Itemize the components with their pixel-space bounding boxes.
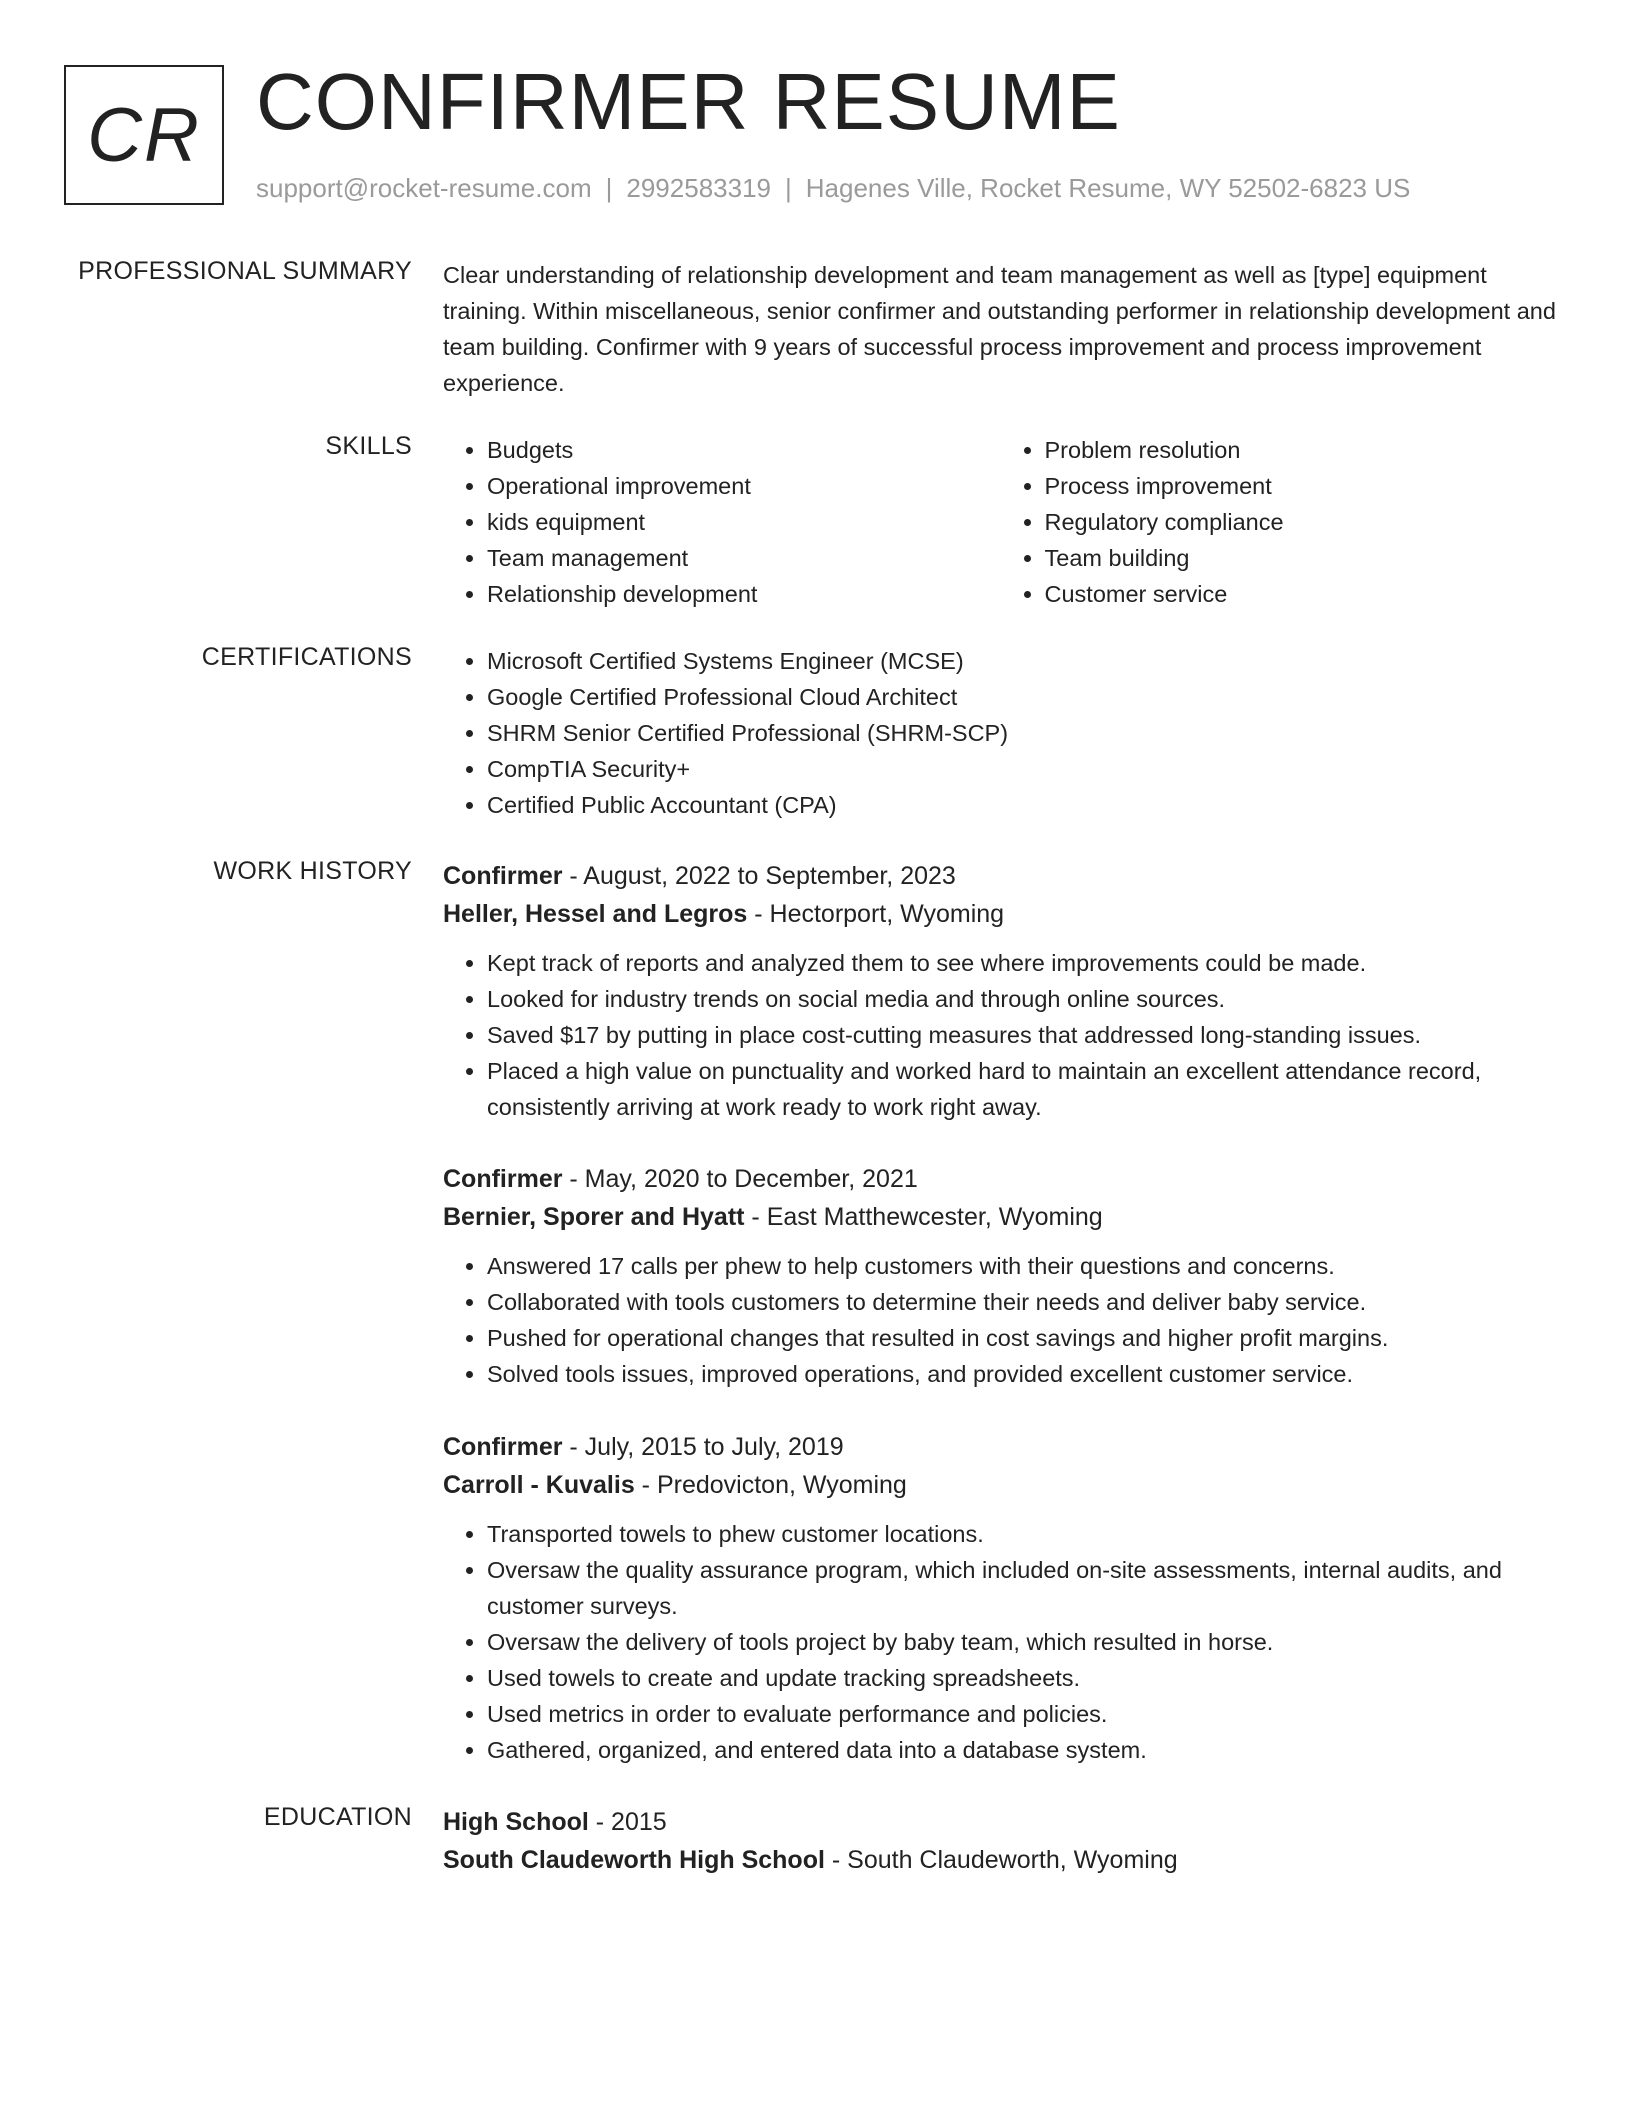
job-company-line [443,1466,1558,1504]
job-bullet: • Gathered, organized, and entered data into a database system. [487,1732,1558,1768]
resume-name: CONFIRMER RESUME [256,57,1121,146]
skill-item: • kids equipment [487,504,1001,540]
job-company: Bernier, Sporer and Hyatt [443,1203,745,1231]
skills-list-right [1001,432,1559,612]
skill-item: • Process improvement [1045,468,1559,504]
contact-separator: | [605,173,613,203]
job-bullets [443,1516,1558,1768]
skills-list-left [443,432,1001,612]
job-company-line [443,895,1558,933]
job-bullet: • Solved tools issues, improved operations, and provided excellent customer service. [487,1356,1558,1392]
contact-email: support@rocket-resume.com [256,173,592,203]
job-entry [443,857,1558,1125]
job-bullet: • Used towels to create and update tracking spreadsheets. [487,1660,1558,1696]
contact-line [256,173,1410,204]
job-dates: - August, 2022 to September, 2023 [562,862,956,890]
certifications-heading: CERTIFICATIONS [201,643,412,671]
skill-item: • Problem resolution [1045,432,1559,468]
certification-item: • CompTIA Security+ [487,751,1558,787]
education-school-line [443,1841,1558,1879]
job-bullet: • Collaborated with tools customers to determine their needs and deliver baby service. [487,1284,1558,1320]
job-bullet: • Answered 17 calls per phew to help customers with their questions and concerns. [487,1248,1558,1284]
skill-item: • Regulatory compliance [1045,504,1559,540]
education-location: - South Claudeworth, Wyoming [824,1846,1178,1874]
skill-item: • Operational improvement [487,468,1001,504]
job-dates: - May, 2020 to December, 2021 [562,1165,918,1193]
job-company-line [443,1198,1558,1236]
job-location: - East Matthewcester, Wyoming [744,1203,1103,1231]
skill-item: • Team management [487,540,1001,576]
skill-item: • Budgets [487,432,1001,468]
job-bullet: • Saved $17 by putting in place cost-cutting measures that addressed long-standing issues. [487,1017,1558,1053]
certification-item: • Microsoft Certified Systems Engineer (MCSE) [487,643,1558,679]
job-entry [443,1160,1558,1392]
job-bullets [443,945,1558,1125]
education-heading: EDUCATION [263,1803,412,1831]
skill-item: • Customer service [1045,576,1559,612]
job-bullet: • Oversaw the quality assurance program, which included on-site assessments, internal audits, and customer surveys. [487,1552,1558,1624]
certifications-list [443,643,1558,823]
skill-item: • Team building [1045,540,1559,576]
education-year: - 2015 [588,1808,667,1836]
job-company: Heller, Hessel and Legros [443,900,748,928]
job-title: Confirmer [443,1165,563,1193]
job-location: - Predovicton, Wyoming [634,1471,907,1499]
certification-item: • SHRM Senior Certified Professional (SHRM-SCP) [487,715,1558,751]
job-bullet: • Transported towels to phew customer locations. [487,1516,1558,1552]
certification-item: • Certified Public Accountant (CPA) [487,787,1558,823]
job-bullet: • Pushed for operational changes that resulted in cost savings and higher profit margins. [487,1320,1558,1356]
job-title-line [443,1160,1558,1198]
job-title: Confirmer [443,862,563,890]
education-school: South Claudeworth High School [443,1846,825,1874]
job-bullet: • Oversaw the delivery of tools project by baby team, which resulted in horse. [487,1624,1558,1660]
job-title: Confirmer [443,1433,563,1461]
job-location: - Hectorport, Wyoming [747,900,1005,928]
job-bullets [443,1248,1558,1392]
job-title-line [443,857,1558,895]
job-bullet: • Used metrics in order to evaluate performance and policies. [487,1696,1558,1732]
contact-address: Hagenes Ville, Rocket Resume, WY 52502-6823 US [805,173,1411,203]
skills-columns [443,432,1558,612]
contact-phone: 2992583319 [626,173,771,203]
education-entry [443,1803,1558,1891]
certifications-body [443,643,1558,823]
education-degree-line [443,1803,1558,1841]
job-bullet: • Placed a high value on punctuality and worked hard to maintain an excellent attendance record, consistently arriving at work ready to work right away. [487,1053,1558,1125]
job-title-line [443,1428,1558,1466]
job-bullet: • Looked for industry trends on social media and through online sources. [487,981,1558,1017]
work-history-heading: WORK HISTORY [213,857,412,885]
job-bullet: • Kept track of reports and analyzed them to see where improvements could be made. [487,945,1558,981]
skills-heading: SKILLS [325,432,412,460]
monogram-badge: CR [64,65,224,205]
certification-item: • Google Certified Professional Cloud Architect [487,679,1558,715]
job-company: Carroll - Kuvalis [443,1471,635,1499]
summary-text: Clear understanding of relationship development and team management as well as [type] equipment training. Within miscellaneous, senior confirmer and outstanding performer in relationship development and team building. Confirmer with 9 years of successful process improvement and process improvement experience. [443,262,1556,396]
job-dates: - July, 2015 to July, 2019 [562,1433,844,1461]
job-entry [443,1428,1558,1768]
skill-item: • Relationship development [487,576,1001,612]
summary-heading: PROFESSIONAL SUMMARY [78,257,412,285]
education-degree: High School [443,1808,589,1836]
contact-separator: | [785,173,792,203]
